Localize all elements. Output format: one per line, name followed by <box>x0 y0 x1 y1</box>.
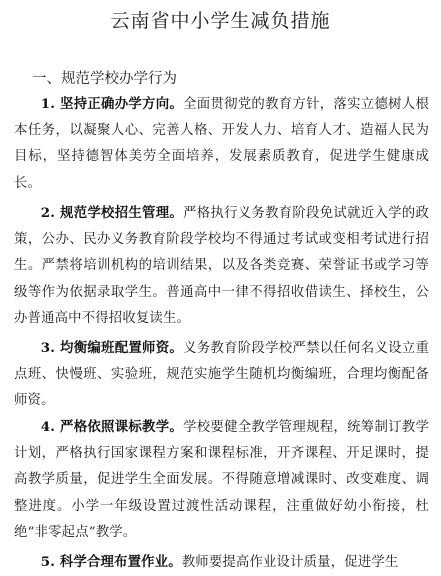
paragraph-1-lead: 1. 坚持正确办学方向。 <box>40 96 184 112</box>
paragraph-2 <box>14 200 429 332</box>
paragraph-3-lead: 3. 均衡编班配置师资。 <box>40 340 184 356</box>
document-title: 云南省中小学生减负措施 <box>110 10 331 32</box>
paragraph-2-lead: 2. 规范学校招生管理。 <box>40 205 184 221</box>
paragraph-1-body: 全面贯彻党的教育方针，落实立德树人根本任务，以凝聚人心、完善人格、开发人力、培育人才、造福人民为目标，坚持德智体美劳全面培养，发展素质教育，促进学生健康成长。 <box>14 97 429 191</box>
paragraph-1 <box>14 91 429 197</box>
paragraph-4 <box>14 414 429 546</box>
paragraph-5 <box>14 549 429 576</box>
paragraph-4-lead: 4. 严格依照课标教学。 <box>40 419 184 435</box>
paragraph-5-body: 教师要提高作业设计质量，促进学生 <box>181 555 399 570</box>
paragraph-3 <box>14 335 429 415</box>
paragraph-5-lead: 5. 科学合理布置作业。 <box>40 554 182 570</box>
paragraph-3-body: 义务教育阶段学校严禁以任何名义设立重点班、快慢班、实验班，规范实施学生随机均衡编班，合理均衡配备师资。 <box>14 341 429 409</box>
section-heading: 一、规范学校办学行为 <box>32 71 177 87</box>
paragraph-4-body: 学校要健全教学管理规程，统筹制订教学计划，严格执行国家课程方案和课程标准，开齐课程、开足课时，提高教学质量，促进学生全面发展。不得随意增减课时、改变难度、调整进度。小学一年级设置过渡性活动课程，注重做好幼小衔接，杜绝“非零起点”教学。 <box>14 420 429 540</box>
paragraph-2-body: 严格执行义务教育阶段免试就近入学的政策，公办、民办义务教育阶段学校均不得通过考试或变相考试进行招生。严禁将培训机构的培训结果，以及各类竞赛、荣誉证书或学习等级等作为依据录取学生。普通高中一律不得招收借读生、择校生，公办普通高中不得招收复读生。 <box>14 206 429 326</box>
